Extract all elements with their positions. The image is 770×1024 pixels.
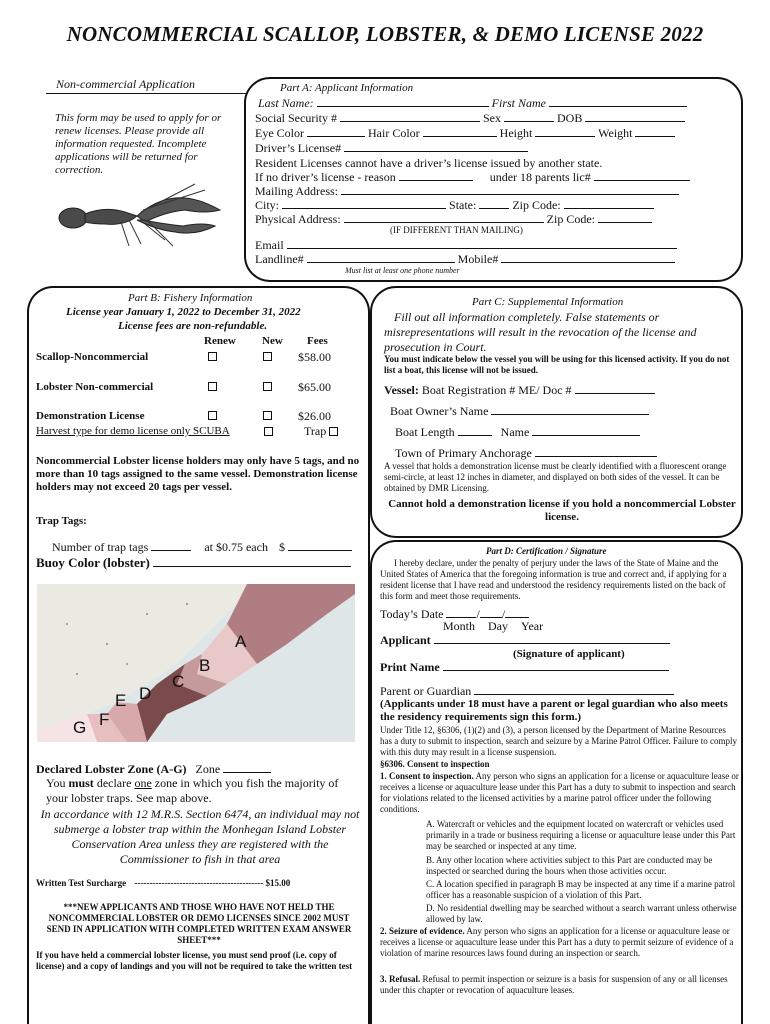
intro-heading: Non-commercial Application (56, 77, 195, 91)
phone-note: Must list at least one phone number (345, 266, 460, 275)
first-name-label: First Name (491, 96, 547, 110)
zone-label-b: B (199, 656, 211, 675)
trap-rate: at $0.75 each (204, 540, 268, 554)
refusal-paragraph: 3. Refusal. Refusal to permit inspection or seizure is a basis for suspension of any or all licenses under this chapter or revocation of aquaculture leases. (380, 974, 728, 995)
if-different-note: (IF DIFFERENT THAN MAILING) (390, 225, 523, 235)
clause-d: D. No residential dwelling may be searched without a search warrant unless otherwise allowed by law. (426, 903, 737, 924)
anchorage-field[interactable] (535, 456, 657, 457)
demo-new-checkbox[interactable] (263, 411, 272, 420)
zone-label-c: C (172, 672, 185, 691)
surcharge-dashes: ------------------------------------------- (134, 878, 264, 888)
zone-label-f: F (99, 710, 110, 729)
num-traps-field[interactable] (151, 550, 191, 551)
signature-caption: (Signature of applicant) (513, 648, 625, 660)
dob-label: DOB (556, 111, 583, 125)
zip-label: Zip Code: (512, 198, 561, 212)
under18-parent-label: under 18 parents lic# (489, 170, 591, 184)
weight-label: Weight (598, 126, 633, 140)
intro-divider (46, 93, 246, 94)
trap-checkbox[interactable] (329, 427, 338, 436)
monhegan-note: In accordance with 12 M.R.S. Section 6474, an individual may not submerge a lobster trap within the Monhegan Island Lobster Conservation Area unless they are registered with the Commissioner to fish in that area (40, 807, 360, 866)
surcharge-label: Written Test Surcharge (36, 878, 127, 888)
clause-b: B. Any other location where activities subject to this Part are conducted may be inspected or searched during the hours when those activities occur. (426, 855, 713, 876)
under18-parent-field[interactable] (594, 180, 690, 181)
tag-note: Noncommercial Lobster license holders may only have 5 tags, and no more than 10 tags assigned to the same vessel. Demonstration license holders may not exceed 20 tags per vessel. (36, 455, 360, 493)
day-caption: Day (488, 619, 509, 633)
declare-text: You must declare one zone in which you fish the majority of your lobster traps. See map above. (46, 776, 339, 805)
date-month-field[interactable] (446, 617, 476, 618)
scallop-fee: $58.00 (298, 350, 331, 364)
applicant-label: Applicant (380, 633, 431, 647)
scuba-checkbox[interactable] (264, 427, 273, 436)
resident-note: Resident Licenses cannot have a driver’s license issued by another state. (255, 156, 603, 170)
trap-tags-label: Trap Tags: (36, 515, 87, 527)
mobile-label: Mobile# (457, 252, 499, 266)
vessel-label: Vessel: (384, 383, 419, 397)
boat-registration-label: Boat Registration # ME/ Doc # (421, 383, 572, 397)
page-title: NONCOMMERCIAL SCALLOP, LOBSTER, & DEMO LICENSE 2022 (66, 22, 704, 46)
eye-color-field[interactable] (307, 136, 365, 137)
hair-color-label: Hair Color (368, 126, 420, 140)
drivers-license-field[interactable] (344, 151, 528, 152)
height-label: Height (499, 126, 533, 140)
boat-owner-label: Boat Owner’s Name (390, 404, 489, 418)
weight-field[interactable] (635, 136, 675, 137)
declaration: I hereby declare, under the penalty of perjury under the laws of the State of Maine and the United States of America that the foregoing information is true and correct and, if applying for a resident license that I have read and understood the residency requirements listed on the back of this form and meet those requirements. (380, 558, 727, 601)
physical-label: Physical Address: (255, 212, 341, 226)
zone-label-g: G (73, 718, 87, 737)
email-field[interactable] (287, 248, 677, 249)
parent-signature-field[interactable] (474, 694, 674, 695)
boat-name-label: Name (500, 425, 530, 439)
part-b-heading: Part B: Fishery Information (128, 292, 253, 304)
city-label: City: (255, 198, 280, 212)
mailing-field[interactable] (341, 194, 679, 195)
anchorage-label: Town of Primary Anchorage (395, 446, 532, 460)
under18-note: (Applicants under 18 must have a parent or legal guardian who also meets the residency requirements sign this form.) (380, 698, 728, 723)
demo-label: Demonstration License (36, 410, 145, 422)
no-dl-label: If no driver’s license - reason (255, 170, 396, 184)
harvest-type: Harvest type for demo license only SCUBA (36, 425, 230, 437)
trap-label: Trap (304, 424, 327, 438)
parent-label: Parent or Guardian (380, 684, 472, 698)
email-label: Email (255, 238, 284, 252)
state-label: State: (449, 198, 477, 212)
seizure-paragraph: 2. Seizure of evidence. Any person who signs an application for a license or aquaculture lease or receives a license or aquaculture lease under this Part has a duty to permit seizure of evidence of a violation of marine resources laws found during an inspection or search. (380, 926, 734, 958)
lobster-zone-map (37, 584, 355, 742)
scallop-new-checkbox[interactable] (263, 352, 272, 361)
demo-fee: $26.00 (298, 409, 331, 423)
clause-a: A. Watercraft or vehicles and the equipment located on watercraft or vehicles used primarily in a trade or business requiring a license or aquaculture lease under this Part may be searched or inspected at any time. (426, 819, 736, 851)
drivers-license-label: Driver’s License# (255, 141, 342, 155)
trap-total-field[interactable] (288, 550, 352, 551)
zip-field[interactable] (564, 208, 654, 209)
last-name-label: Last Name: (258, 96, 314, 110)
clause-c: C. A location specified in paragraph B may be inspected at any time if a marine patrol officer has a reasonable suspicion of a violation of this Part. (426, 879, 736, 900)
vessel-note: You must indicate below the vessel you will be using for this licensed activity. If you do not list a boat, this license will not be issued. (384, 354, 730, 375)
zone-label: Zone (195, 762, 221, 776)
section-6306: §6306. Consent to inspection (380, 759, 490, 769)
date-year-field[interactable] (505, 617, 529, 618)
part-a-heading: Part A: Applicant Information (280, 82, 414, 94)
col-fees: Fees (307, 335, 328, 347)
boat-name-field[interactable] (532, 435, 640, 436)
dob-field[interactable] (585, 121, 685, 122)
cannot-hold-note: Cannot hold a demonstration license if you hold a noncommercial Lobster license. (388, 498, 736, 523)
boat-length-label: Boat Length (395, 425, 455, 439)
zone-label-d: D (139, 684, 152, 703)
ssn-label: Social Security # (255, 111, 337, 125)
buoy-label: Buoy Color (lobster) (36, 555, 150, 570)
year-caption: Year (521, 619, 544, 633)
declared-zone-label: Declared Lobster Zone (A-G) (36, 762, 187, 776)
applicant-signature-field[interactable] (434, 643, 670, 644)
boat-length-field[interactable] (458, 435, 492, 436)
lobster-renew-checkbox[interactable] (208, 382, 217, 391)
col-renew: Renew (204, 335, 236, 347)
month-caption: Month (443, 619, 476, 633)
new-applicants-note: ***NEW APPLICANTS AND THOSE WHO HAVE NOT HELD THE NONCOMMERCIAL LOBSTER OR DEMO LICENSES SINCE 2002 MUST SEND IN APPLICATION WITH COMPLETED WRITTEN EXAM ANSWER SHEET*** (46, 902, 352, 945)
zone-label-a: A (235, 632, 247, 651)
zone-field[interactable] (223, 772, 271, 773)
proof-note: If you have held a commercial lobster license, you must send proof (i.e. copy of license) and a copy of landings and you will not be required to take the written test (36, 950, 353, 971)
part-d-heading: Part D: Certification / Signature (486, 546, 607, 556)
zip2-field[interactable] (598, 222, 652, 223)
col-new: New (262, 335, 283, 347)
eye-color-label: Eye Color (255, 126, 304, 140)
demo-renew-checkbox[interactable] (208, 411, 217, 420)
scallop-renew-checkbox[interactable] (208, 352, 217, 361)
surcharge-fee: $15.00 (265, 878, 291, 888)
hair-color-field[interactable] (423, 136, 497, 137)
sex-field[interactable] (504, 121, 554, 122)
sex-label: Sex (482, 111, 501, 125)
num-traps-label: Number of trap tags (52, 540, 149, 554)
landline-label: Landline# (255, 252, 304, 266)
license-year: License year January 1, 2022 to December 31, 2022 (66, 306, 301, 318)
landline-field[interactable] (307, 262, 455, 263)
lobster-new-checkbox[interactable] (263, 382, 272, 391)
buoy-field[interactable] (153, 566, 351, 567)
last-name-field[interactable] (317, 106, 489, 107)
mailing-label: Mailing Address: (255, 184, 338, 198)
first-name-field[interactable] (549, 106, 687, 107)
scallop-label: Scallop-Noncommercial (36, 351, 149, 363)
boat-registration-field[interactable] (575, 393, 655, 394)
height-field[interactable] (535, 136, 595, 137)
state-field[interactable] (479, 208, 509, 209)
dollar-sign: $ (278, 540, 285, 554)
lobster-fee: $65.00 (298, 380, 331, 394)
mobile-field[interactable] (501, 262, 675, 263)
boat-owner-field[interactable] (491, 414, 649, 415)
lobster-label: Lobster Non-commercial (36, 381, 154, 393)
print-name-field[interactable] (443, 670, 669, 671)
zone-label-e: E (115, 691, 127, 710)
print-name-label: Print Name (380, 660, 440, 674)
title12-note: Under Title 12, §6306, (1)(2) and (3), a person licensed by the Department of Marine Resources has a duty to submit to inspection, search and seizure by a Marine Patrol Officer. Failure to comply with this duty may result in a license suspension. (380, 725, 737, 757)
consent-paragraph: 1. Consent to inspection. Any person who signs an application for a license or aquaculture lease or receives a license or aquaculture lease under this Part has a duty to submit to inspection and search for violations related to the licensed activities by a marine patrol officer under the following conditions. (380, 771, 739, 814)
intro-text: This form may be used to apply for or renew licenses. Please provide all information requested. Incomplete applications will be returned for correction. (55, 112, 222, 176)
physical-field[interactable] (344, 222, 544, 223)
part-c-heading: Part C: Supplemental Information (472, 296, 624, 308)
city-field[interactable] (282, 208, 446, 209)
todays-date-label: Today’s Date (380, 607, 444, 621)
no-dl-field[interactable] (399, 180, 473, 181)
lobster-illustration (45, 180, 230, 255)
demo-vessel-note: A vessel that holds a demonstration license must be clearly identified with a fluorescent orange semi-circle, at least 12 inches in diameter, and displayed on both sides of the vessel. It can be obtained by DMR Licensing. (384, 461, 727, 493)
zip2-label: Zip Code: (546, 212, 595, 226)
non-refundable: License fees are non-refundable. (118, 320, 268, 332)
date-day-field[interactable] (480, 617, 502, 618)
fill-note: Fill out all information completely. False statements or misrepresentations will result in the revocation of the license and prosecution in Court. (384, 310, 697, 354)
ssn-field[interactable] (340, 121, 480, 122)
